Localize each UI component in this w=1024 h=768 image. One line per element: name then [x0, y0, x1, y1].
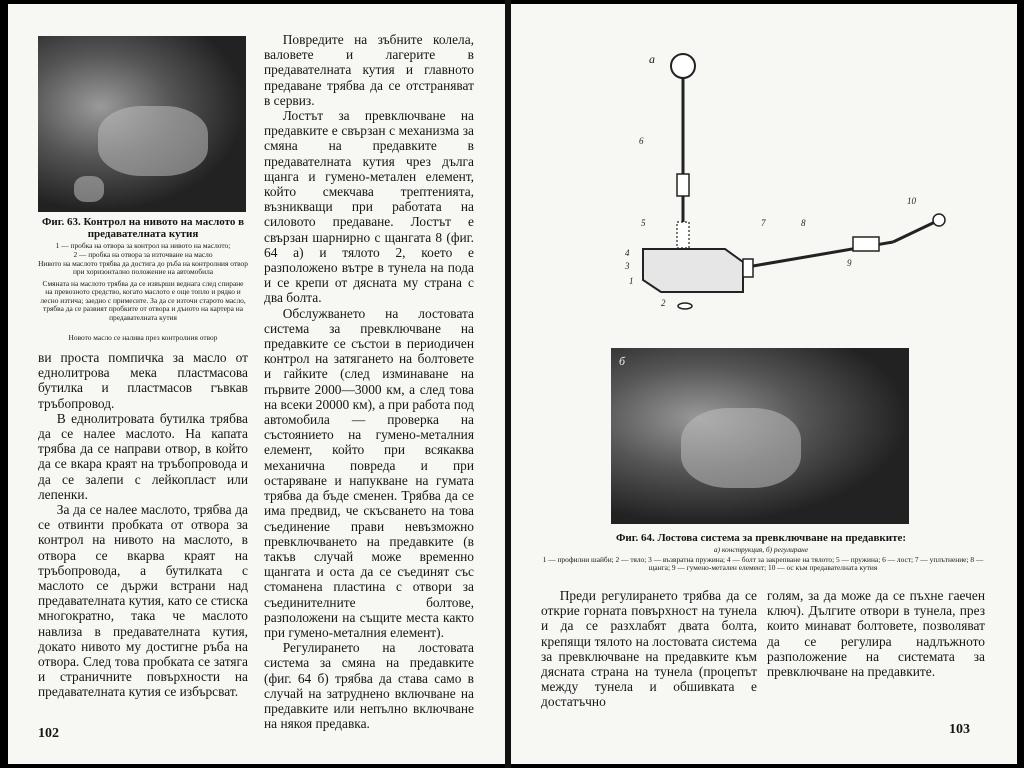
part-label-1: 1	[629, 276, 634, 286]
paragraph: Преди регулирането трябва да се открие горната повърхност на тунела и да се разхлабят двата болта, крепящи тялото на лостовата система за превключване на предавките към дясната страна на тунела (процепът между тунела и обшивката е достатъчно	[541, 588, 757, 710]
figure-63-legend-4: Смяната на маслото трябва да се извърши веднага след спиране на превозното средство, когато маслото е още топло и рядко и лесно изтича; заедно с примесите. За да се източи старото масло, трябва да се развият пробките от отвора и дъното на картера на предавателната кутия	[40, 279, 246, 322]
paragraph: В еднолитровата бутилка трябва да се налее маслото. На капата трябва да се направи отвор, в който да се вкара краят на тръбопровода и да се залепи с лейкопласт или лепенки.	[38, 410, 248, 502]
part-label-5: 5	[641, 218, 646, 228]
lever-bushing	[677, 174, 689, 196]
left-page	[8, 4, 505, 764]
paragraph: ви проста помпичка за масло от еднолитрова мека пластмасова бутилка и пластмасов гъвкав тръбопровод.	[38, 350, 248, 411]
figure-64a-diagram	[621, 44, 1017, 314]
figure-64-subtitle: а) конструкция, б) регулиране	[713, 545, 809, 554]
figure-63-title: Фиг. 63. Контрол на нивото на маслото в предавателната кутия	[41, 216, 245, 240]
gear-knob	[671, 54, 695, 78]
left-column-1	[38, 350, 248, 700]
part-label-6: 6	[639, 136, 644, 146]
washers-1	[678, 303, 692, 309]
paragraph: Повредите на зъбните колела, валовете и лагерите в предавателната кутия и главното предаване трябва да се отстраняват в сервиз.	[264, 32, 474, 108]
gearbox-housing	[98, 106, 208, 176]
part-label-4: 4	[625, 248, 630, 258]
right-column-2	[767, 588, 985, 679]
part-label-8: 8	[801, 218, 806, 228]
right-column-1	[541, 588, 757, 710]
lever-housing-2	[643, 249, 743, 292]
page-number-left: 102	[38, 726, 59, 741]
paragraph: Лостът за превключване на предавките е свързан с механизма за смяна на предавките в предавателната кутия чрез дълга щанга и гумено-метален елемент, който смекчава трептенията, възникващи при работата на силовото предаване. Лостът е свързан шарнирно с щангата 8 (фиг. 64 а) и тялото 2, което е разположено вътре в тунела на пода и се крепи от дясната му страна с два болта.	[264, 108, 474, 306]
right-page	[511, 4, 1017, 764]
part-label-3: 3	[625, 261, 630, 271]
figure-64-title: Фиг. 64. Лостова система за превключване на предавките:	[615, 532, 907, 544]
shaft-to-gearbox-10	[893, 222, 935, 242]
paragraph: Обслужването на лостовата система за превключване на предавките се състои в периодичен контрол на затягането на болтовете и гайките (след изминаване на първите 2000—3000 км, а след това на всеки 20000 км), а при работа под автомобила — проверка на състоянието на гумено-металния елемент, който при всякаква механична повреда и при остаряване и напукване на гумата трябва да бъде сменен. Трябва да се има предвид, че скъсването на това съединение прави невъзможно превключването на предавките (в такъв случай може временно щангата и оста да се съединят със стоманена пластина с отвори за съединителните болтове, разположени на същите места както при гумено-металния елемент).	[264, 305, 474, 640]
figure-63-legend-3: Нивото на маслото трябва да достига до ръба на контролния отвор при хоризонтално положение на автомобила	[38, 259, 248, 277]
page-number-right: 103	[949, 722, 970, 737]
figure-63-legend-1: 1 — пробка на отвора за контрол на нивото на маслото;	[55, 241, 231, 250]
spring-5	[677, 222, 689, 248]
figure-63-legend-2: 2 — пробка на отвора за източване на масло	[73, 250, 213, 259]
shaft-end	[933, 214, 945, 226]
paragraph: За да се налее маслото, трябва да се отвинти пробката от отвора за контрол на нивото на маслото, в отвора се вкарва краят на тръбопровода, а бутилката с маслото се държи встрани над предавателната кутия, като се стиска многократно, така че маслото навлиза в предавателната кутия, докато нивото му достигне ръба на отвора. След това пробката се затяга и страничните повърхности на предавателната кутия се избърсват.	[38, 502, 248, 700]
paragraph: Регулирането на лостовата система за смяна на предавките (фиг. 64 б) трябва да става само в случай на затруднено включване на предавките или непълно включване на някоя предавка.	[264, 640, 474, 732]
figure-64-part-b-label: б	[619, 354, 626, 368]
part-label-2: 2	[661, 298, 666, 308]
figure-63-legend-5: Новото масло се налива през контролния отвор	[68, 333, 218, 342]
figure-64b-photo	[611, 348, 909, 524]
part-label-10: 10	[907, 196, 916, 206]
part-label-7: 7	[761, 218, 766, 228]
figure-63-photo	[38, 36, 246, 212]
oil-plug-highlight	[74, 176, 104, 202]
figure-64-part-a-label: а	[649, 52, 655, 66]
seal-7	[743, 259, 753, 277]
paragraph: голям, за да може да се пъхне гаечен ключ). Дългите отвори в тунела, през които минават болтовете, позволяват да се регулира надлъжното разположение на системата за превключване на предавките.	[767, 588, 985, 680]
figure-64-legend: 1 — профилни шайби; 2 — тяло; 3 — възвратна пружина; 4 — болт за закрепване на тялото; 5 — пружина; 6 — лост; 7 — уплътнение; 8 — щанга; 9 — гумено-метален елемент; 10 — ос към предавателната кутия	[542, 555, 984, 573]
part-label-9: 9	[847, 258, 852, 268]
rubber-metal-element-9	[853, 237, 879, 251]
left-column-2	[264, 32, 474, 731]
hand-highlight	[681, 408, 801, 488]
